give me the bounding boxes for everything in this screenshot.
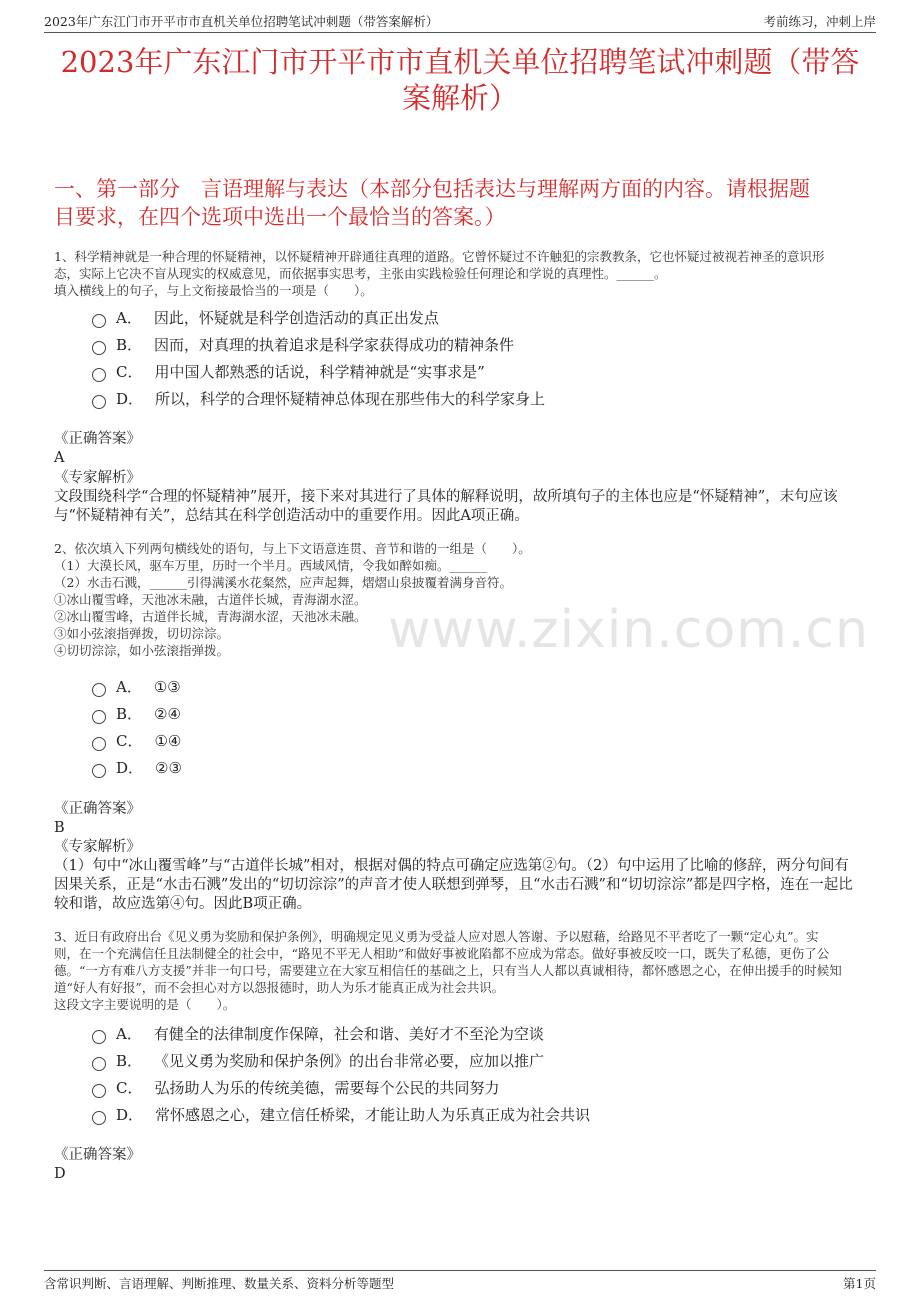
question-2-option-b[interactable]: [92, 704, 181, 724]
question-1-line: 态，实际上它决不盲从现实的权威意见，而依据事实思考，主张由实践检验任何理论和学说的真理性。______。: [54, 266, 667, 281]
question-2-line: （2）水击石溅，______引得满溪水花粲然，应声起舞，熠熠山泉披覆着满身音符。: [54, 575, 512, 590]
page-footer: [44, 1270, 876, 1291]
answer-title: 《正确答案》: [54, 1147, 141, 1163]
radio-button[interactable]: [92, 710, 106, 724]
option-label: B．: [116, 1052, 143, 1070]
radio-button[interactable]: [92, 1030, 106, 1044]
radio-button[interactable]: [92, 683, 106, 697]
option-label: B．: [116, 336, 143, 354]
question-3-option-b[interactable]: [92, 1051, 544, 1071]
option-text: ①④: [154, 732, 182, 750]
question-1-explanation: [54, 469, 870, 526]
radio-button[interactable]: [92, 314, 106, 328]
document-title: [40, 44, 880, 116]
question-1-line: 填入横线上的句子，与上文衔接最恰当的一项是（ ）。: [54, 283, 373, 298]
question-3-option-a[interactable]: [92, 1024, 544, 1044]
question-1-option-b[interactable]: [92, 335, 514, 355]
option-text: ①③: [153, 678, 181, 696]
question-2-option-c[interactable]: [92, 731, 181, 751]
question-3-line: 道“好人有好报”，而不会担心对方以怨报德时，助人为乐才能真正成为社会共识。: [54, 980, 505, 995]
option-label: A．: [116, 1025, 142, 1043]
option-text: 有健全的法律制度作保障，社会和谐、美好才不至沦为空谈: [153, 1025, 544, 1043]
question-3-line: 则，在一个充满信任且法制健全的社会中，“路见不平无人相助”和做好事被讹陷都不应成为常态。做好事被反咬一口，既失了私德，更伤了公: [54, 946, 830, 961]
option-label: A．: [116, 309, 142, 327]
question-3-line: 德。“一方有难八方支援”并非一句口号，需要建立在大家互相信任的基础之上，只有当人人都以真诚相待，都怀感恩之心，在伸出援手的时候知: [54, 963, 842, 978]
option-text: 因此，怀疑就是科学创造活动的真正出发点: [153, 309, 439, 327]
radio-button[interactable]: [92, 1084, 106, 1098]
option-label: D．: [116, 390, 144, 408]
option-text: 弘扬助人为乐的传统美德，需要每个公民的共同努力: [154, 1079, 500, 1097]
question-2-answer: [54, 800, 870, 838]
footer-topics: 含常识判断、言语理解、判断推理、数量关系、资料分析等题型: [44, 1276, 395, 1291]
option-text: 用中国人都熟悉的话说，科学精神就是“实事求是”: [154, 363, 485, 381]
question-2-stem: [54, 540, 870, 659]
option-text: ②④: [154, 705, 181, 723]
radio-button[interactable]: [92, 395, 106, 409]
explanation-line: （1）句中“冰山覆雪峰”与“古道伴长城”相对，根据对偶的特点可确定应选第②句。（2）句中运用了比喻的修辞，两分句间有: [54, 858, 849, 874]
question-2-line: （1）大漠长风，驱车万里，历时一个半月。西域风情，令我如醉如痴。______: [54, 558, 487, 573]
explanation-line: 较和谐，故应选第④句。因此B项正确。: [54, 896, 312, 912]
explanation-line: 与“怀疑精神有关”，总结其在科学创造活动中的重要作用。因此A项正确。: [54, 508, 529, 524]
question-3-option-d[interactable]: [92, 1105, 590, 1125]
option-text: 《见义勇为奖励和保护条例》的出台非常必要，应加以推广: [154, 1052, 545, 1070]
question-3-line: 这段文字主要说明的是（ ）。: [54, 997, 236, 1012]
explanation-line: 因果关系，正是“水击石溅”发出的“切切淙淙”的声音才使人联想到弹琴，且“水击石溅”和“切切淙淙”都是四字格，连在一起比: [54, 877, 853, 893]
option-label: D．: [116, 759, 144, 777]
option-label: C．: [116, 732, 143, 750]
option-text: 所以，科学的合理怀疑精神总体现在那些伟大的科学家身上: [155, 390, 546, 408]
question-2-line: ③如小弦滚指弹拨，切切淙淙。: [54, 626, 230, 641]
option-text: ②③: [155, 759, 182, 777]
option-label: A．: [116, 678, 142, 696]
section-line-2: 目要求，在四个选项中选出一个最恰当的答案。）: [54, 205, 506, 229]
question-2-line: ④切切淙淙，如小弦滚指弹拨。: [54, 643, 230, 658]
section-heading: [54, 175, 868, 231]
question-3-option-c[interactable]: [92, 1078, 500, 1098]
answer-title: 《正确答案》: [54, 801, 141, 817]
title-line-1: 2023年广东江门市开平市市直机关单位招聘笔试冲刺题（带答: [60, 45, 860, 79]
question-3-answer: [54, 1146, 870, 1184]
answer-title: 《正确答案》: [54, 431, 141, 447]
question-2-line: ①冰山覆雪峰，天池冰未融，古道伴长城，青海湖水涩。: [54, 592, 367, 607]
radio-button[interactable]: [92, 1111, 106, 1125]
radio-button[interactable]: [92, 1057, 106, 1071]
radio-button[interactable]: [92, 737, 106, 751]
question-2-option-d[interactable]: [92, 758, 182, 778]
option-text: 因而，对真理的执着追求是科学家获得成功的精神条件: [154, 336, 515, 354]
answer-value: A: [54, 450, 65, 466]
answer-value: B: [54, 820, 65, 836]
question-1-line: 1、科学精神就是一种合理的怀疑精神，以怀疑精神开辟通往真理的道路。它曾怀疑过不许触犯的宗教教条，它也怀疑过被视若神圣的意识形: [54, 249, 825, 264]
explanation-title: 《专家解析》: [54, 470, 141, 486]
page-header: [44, 10, 876, 33]
option-text: 常怀感恩之心，建立信任桥梁，才能让助人为乐真正成为社会共识: [155, 1106, 591, 1124]
option-label: C．: [116, 1079, 143, 1097]
question-1-option-c[interactable]: [92, 362, 485, 382]
question-2-line: 2、依次填入下列两句横线处的语句，与上下文语意连贯、音节和谐的一组是（ ）。: [54, 541, 531, 556]
option-label: D．: [116, 1106, 144, 1124]
explanation-line: 文段围绕科学“合理的怀疑精神”展开，接下来对其进行了具体的解释说明，故所填句子的主体也应是“怀疑精神”，末句应该: [54, 489, 838, 505]
radio-button[interactable]: [92, 368, 106, 382]
radio-button[interactable]: [92, 341, 106, 355]
watermark: www.zixin.com.cn: [388, 600, 869, 660]
section-line-1: 一、第一部分 言语理解与表达（本部分包括表达与理解两方面的内容。请根据题: [54, 177, 810, 201]
question-1-answer: [54, 430, 870, 468]
header-slogan: 考前练习，冲刺上岸: [763, 14, 876, 29]
question-1-option-d[interactable]: [92, 389, 545, 409]
question-2-line: ②冰山覆雪峰，古道伴长城，青海湖水涩，天池冰未融。: [54, 609, 367, 624]
question-3-line: 3、近日有政府出台《见义勇为奖励和保护条例》，明确规定见义勇为受益人应对恩人答谢、予以慰藉，给路见不平者吃了一颗“定心丸”。实: [54, 929, 819, 944]
title-line-2: 案解析）: [401, 81, 518, 115]
page-number: 第1页: [843, 1276, 876, 1291]
question-1-option-a[interactable]: [92, 308, 439, 328]
question-2-option-a[interactable]: [92, 677, 181, 697]
question-3-stem: [54, 928, 870, 1013]
answer-value: D: [54, 1166, 66, 1182]
header-doc-title: 2023年广东江门市开平市市直机关单位招聘笔试冲刺题（带答案解析）: [44, 14, 439, 29]
question-2-explanation: [54, 838, 870, 914]
radio-button[interactable]: [92, 764, 106, 778]
question-1-stem: [54, 248, 870, 299]
option-label: C．: [116, 363, 143, 381]
explanation-title: 《专家解析》: [54, 839, 141, 855]
option-label: B．: [116, 705, 143, 723]
